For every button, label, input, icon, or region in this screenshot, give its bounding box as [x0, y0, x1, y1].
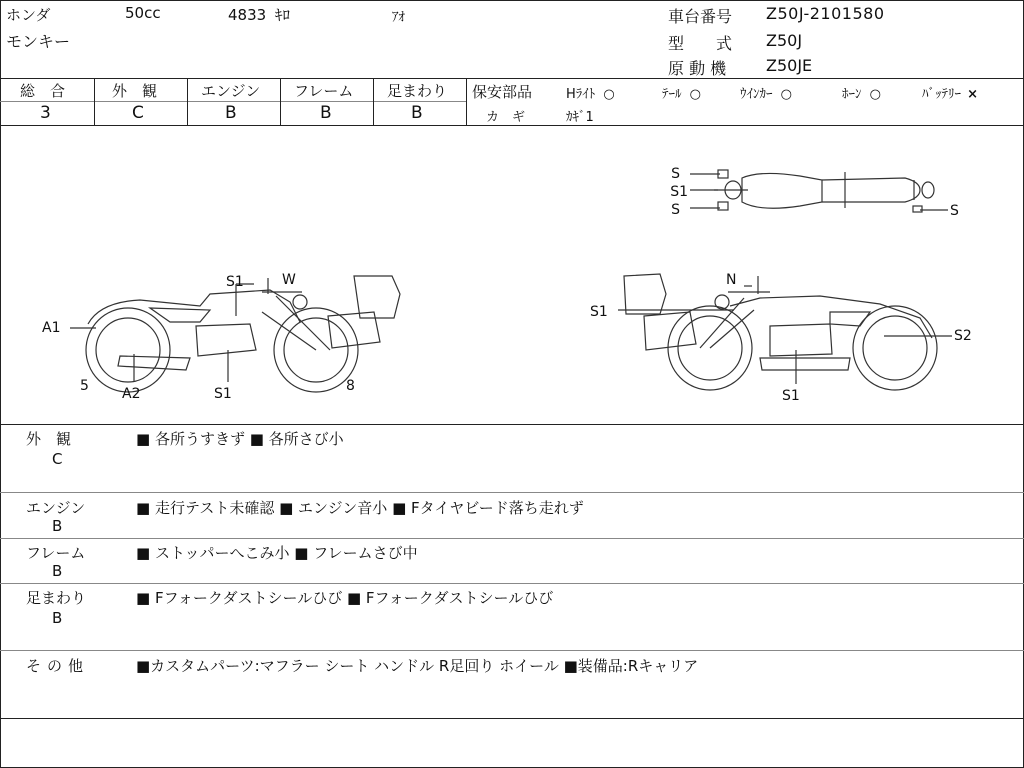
displacement: 50cc	[125, 4, 161, 22]
color: ｱｵ	[392, 10, 405, 25]
note-label: その他	[26, 657, 90, 675]
frame-no-label: 車台番号	[668, 7, 733, 26]
type-label: 型 式	[668, 34, 733, 53]
note-text: ■ 各所うすきず ■ 各所さび小	[136, 430, 344, 448]
safety-battery	[922, 83, 978, 102]
rule	[373, 78, 374, 125]
mark-top-4: S	[950, 203, 959, 219]
bike-right-view	[624, 274, 937, 390]
bike-left-view	[86, 276, 400, 392]
mark-top-1: S	[671, 166, 680, 182]
rule	[0, 538, 1024, 539]
note-grade: B	[52, 517, 63, 535]
grade-suspension-label: 足まわり	[387, 82, 448, 100]
damage-diagram	[0, 126, 1024, 424]
battery-mark: ×	[967, 87, 979, 102]
tail-label: ﾃｰﾙ	[662, 87, 682, 102]
note-label: 足まわり	[26, 589, 87, 607]
key-value: ｶｷﾞ1	[566, 110, 594, 125]
note-label: フレーム	[26, 544, 86, 562]
note-grade: C	[52, 450, 63, 468]
mark-right-4: S1	[782, 388, 800, 404]
mark-left-5: A2	[122, 386, 141, 402]
horn-label: ﾎｰﾝ	[842, 87, 862, 102]
note-label: 外 観	[26, 430, 72, 448]
mark-right-2: S1	[590, 304, 608, 320]
safety-label: 保安部品	[472, 83, 533, 101]
headlight-mark: ○	[603, 87, 615, 102]
note-text: ■カスタムパーツ:マフラー シート ハンドル R足回り ホイール ■装備品:Rキャリア	[136, 657, 699, 675]
grade-overall-value: 3	[40, 103, 51, 123]
mark-left-3: A1	[42, 320, 61, 336]
rule	[0, 101, 466, 102]
battery-label: ﾊﾞｯﾃﾘｰ	[922, 87, 961, 102]
frame-no: Z50J-2101580	[766, 4, 885, 23]
grade-overall-label: 総 合	[20, 82, 66, 100]
maker: ホンダ	[6, 6, 51, 24]
rule	[0, 492, 1024, 493]
rule	[0, 424, 1024, 425]
mark-right-3: S2	[954, 328, 972, 344]
note-text: ■ ストッパーへこみ小 ■ フレームさび中	[136, 544, 418, 562]
rule	[0, 78, 1024, 79]
rule	[0, 583, 1024, 584]
grade-suspension-value: B	[411, 103, 423, 123]
safety-winker	[740, 83, 792, 102]
rule	[0, 650, 1024, 651]
rule	[94, 78, 95, 125]
grade-exterior-value: C	[132, 103, 144, 123]
headlight-label: Hﾗｲﾄ	[566, 87, 596, 102]
note-text: ■ Fフォークダストシールひび ■ Fフォークダストシールひび	[136, 589, 554, 607]
rule	[280, 78, 281, 125]
note-label: エンジン	[26, 499, 86, 517]
winker-label: ｳｲﾝｶｰ	[740, 87, 773, 102]
grade-exterior-label: 外 観	[112, 82, 158, 100]
mark-left-2: W	[282, 272, 296, 288]
mark-left-7: 8	[346, 378, 355, 394]
mark-right-1: N	[726, 272, 737, 288]
note-grade: B	[52, 609, 63, 627]
grade-frame-value: B	[320, 103, 332, 123]
mileage	[228, 4, 290, 25]
rule	[466, 78, 467, 125]
mark-top-3: S	[671, 202, 680, 218]
bike-top-view	[714, 170, 934, 212]
mark-left-4: 5	[80, 378, 89, 394]
type-value: Z50J	[766, 31, 803, 50]
mark-left-1: S1	[226, 274, 244, 290]
mileage-unit: ｷﾛ	[274, 6, 290, 24]
tail-mark: ○	[689, 87, 701, 102]
note-text: ■ 走行テスト未確認 ■ エンジン音小 ■ Fタイヤビード落ち走れず	[136, 499, 584, 517]
leader-lines	[70, 174, 952, 384]
engine-label: 原 動 機	[668, 59, 727, 78]
safety-tail	[662, 83, 701, 102]
mileage-value: 4833	[228, 6, 267, 24]
safety-headlight	[566, 83, 615, 102]
key-label: カ ギ	[486, 110, 526, 125]
rule	[0, 718, 1024, 719]
model-name: モンキー	[6, 32, 71, 51]
mark-left-6: S1	[214, 386, 232, 402]
engine-value: Z50JE	[766, 56, 813, 75]
rule	[187, 78, 188, 125]
horn-mark: ○	[869, 87, 881, 102]
safety-horn	[842, 83, 881, 102]
grade-frame-label: フレーム	[294, 82, 354, 100]
grade-engine-label: エンジン	[201, 82, 261, 100]
mark-top-2: S1	[670, 184, 688, 200]
winker-mark: ○	[780, 87, 792, 102]
grade-engine-value: B	[225, 103, 237, 123]
note-grade: B	[52, 562, 63, 580]
